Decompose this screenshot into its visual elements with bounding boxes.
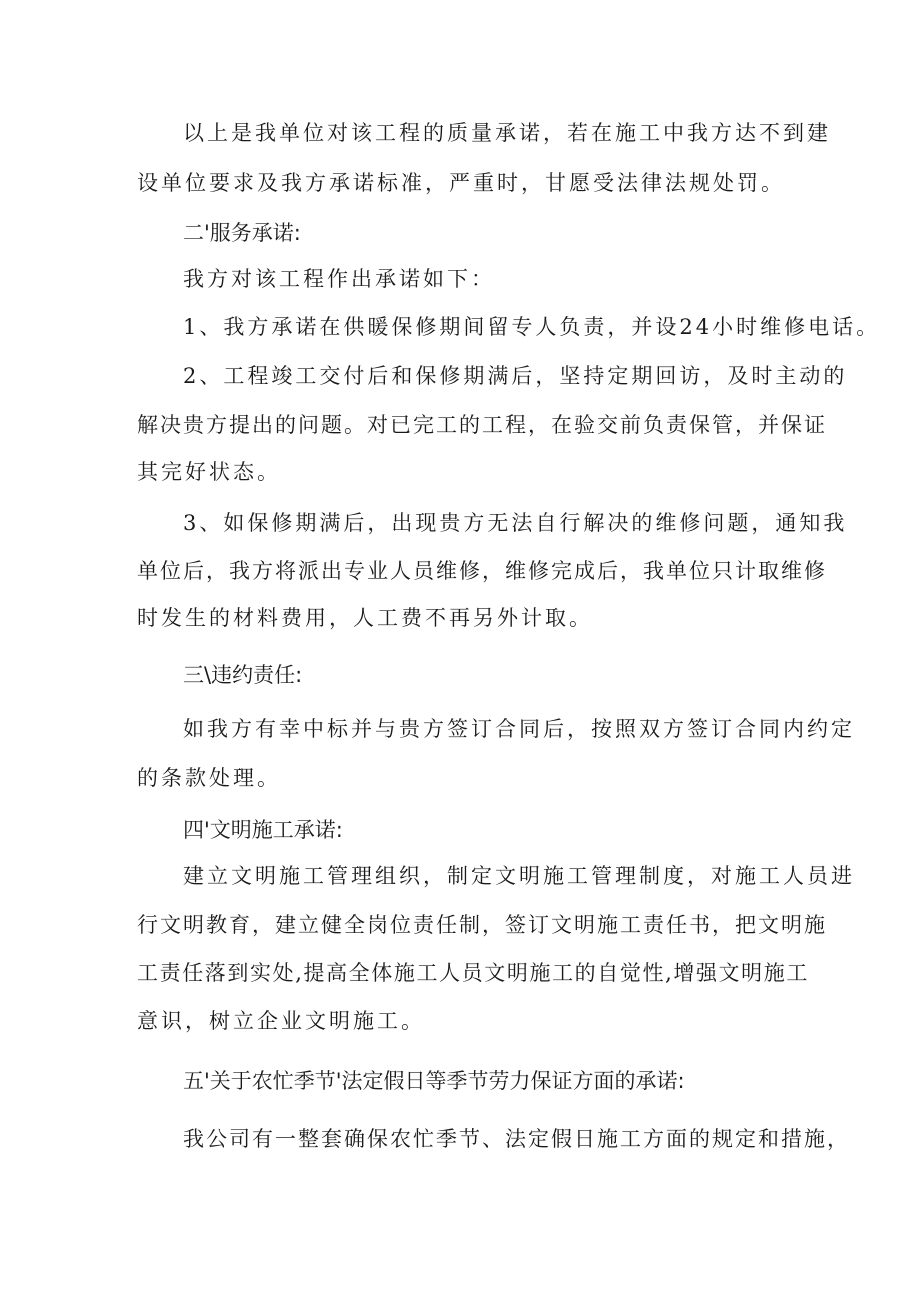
paragraph-line: 其完好状态。 — [137, 460, 281, 484]
paragraph-line: 单位后，我方将派出专业人员维修，维修完成后，我单位只计取维修 — [137, 559, 827, 583]
paragraph-line: 我公司有一整套确保农忙季节、法定假日施工方面的规定和措施， — [183, 1127, 850, 1151]
paragraph-line: 以上是我单位对该工程的质量承诺，若在施工中我方达不到建 — [183, 121, 831, 145]
paragraph-line: 行文明教育，建立健全岗位责任制，签订文明施工责任书，把文明施 — [137, 913, 827, 937]
paragraph-line: 解决贵方提出的问题。对已完工的工程，在验交前负责保管，并保证 — [137, 413, 827, 437]
paragraph-line: 意识，树立企业文明施工。 — [137, 1009, 425, 1033]
paragraph-line: 设单位要求及我方承诺标准，严重时，甘愿受法律法规处罚。 — [137, 171, 785, 195]
paragraph-line: 如我方有幸中标并与贵方签订合同后，按照双方签订合同内约定 — [183, 717, 855, 741]
section-heading-civilized-construction: 四'文明施工承诺: — [183, 818, 343, 842]
paragraph-line: 3、如保修期满后，出现贵方无法自行解决的维修问题，通知我 — [183, 511, 848, 535]
paragraph-line: 我方对该工程作出承诺如下： — [183, 267, 495, 291]
section-heading-labor-guarantee: 五'关于农忙季节'法定假日等季节劳力保证方面的承诺: — [183, 1069, 685, 1093]
paragraph-line: 的条款处理。 — [137, 766, 281, 790]
paragraph-line: 工责任落到实处,提高全体施工人员文明施工的自觉性,增强文明施工 — [137, 961, 809, 985]
paragraph-line: 建立文明施工管理组织，制定文明施工管理制度，对施工人员进 — [183, 864, 855, 888]
section-heading-service: 二'服务承诺: — [183, 221, 301, 245]
paragraph-line: 1、我方承诺在供暖保修期间留专人负责，并设24小时维修电话。 — [183, 315, 881, 339]
section-heading-liability: 三\违约责任: — [183, 663, 303, 687]
paragraph-line: 时发生的材料费用，人工费不再另外计取。 — [137, 606, 593, 630]
paragraph-line: 2、工程竣工交付后和保修期满后，坚持定期回访，及时主动的 — [183, 364, 848, 388]
